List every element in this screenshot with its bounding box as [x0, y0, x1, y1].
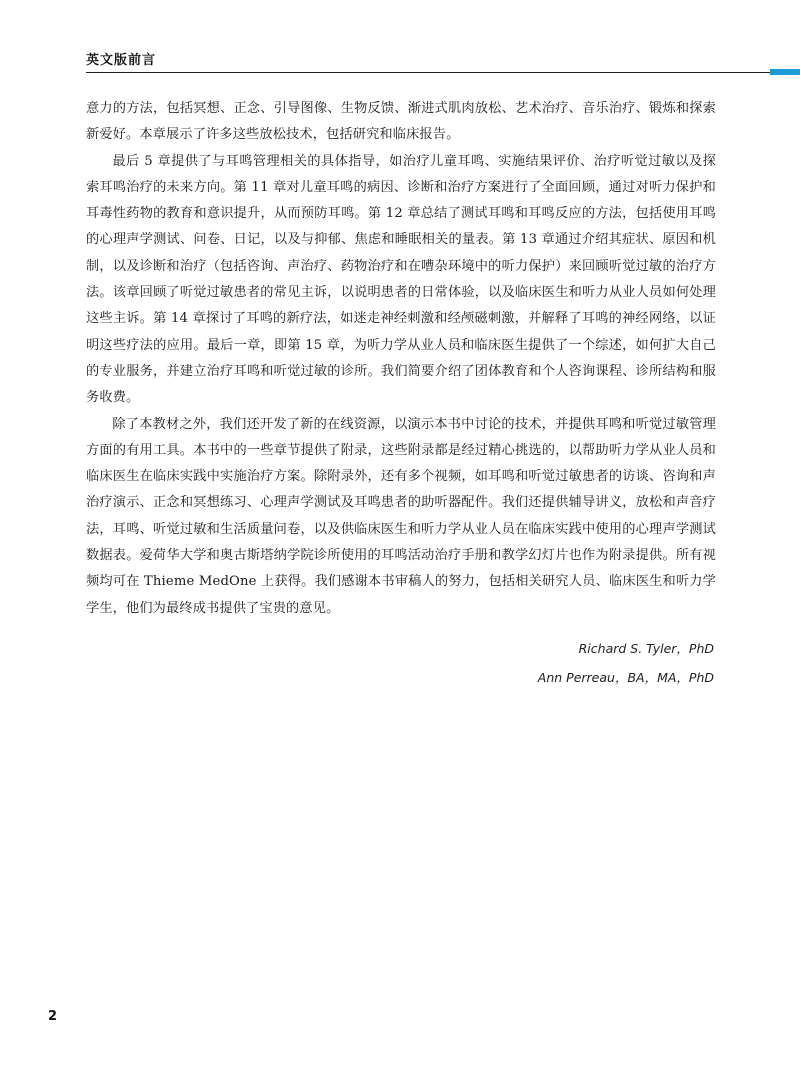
signature-author-1: Richard S. Tyler，PhD — [578, 641, 714, 656]
paragraph-continuation: 意力的方法，包括冥想、正念、引导图像、生物反馈、渐进式肌肉放松、艺术治疗、音乐治疗、锻炼和探索新爱好。本章展示了许多这些放松技术，包括研究和临床报告。 — [86, 101, 716, 143]
body-text — [86, 96, 716, 622]
page-number: 2 — [48, 1009, 58, 1024]
paragraph: 最后 5 章提供了与耳鸣管理相关的具体指导，如治疗儿童耳鸣、实施结果评价、治疗听觉过敏以及探索耳鸣治疗的未来方向。第 11 章对儿童耳鸣的病因、诊断和治疗方案进行了全面回顾，通过对听力保护和耳毒性药物的教育和意识提升，从而预防耳鸣。第 12 章总结了测试耳鸣和耳鸣反应的方法，包括使用耳鸣的心理声学测试、问卷、日记，以及与抑郁、焦虑和睡眠相关的量表。第 13 章通过介绍其症状、原因和机制，以及诊断和治疗（包括咨询、声治疗、药物治疗和在嘈杂环境中的听力保护）来回顾听觉过敏的治疗方法。该章回顾了听觉过敏患者的常见主诉，以说明患者的日常体验，以及临床医生和听力从业人员如何处理这些主诉。第 14 章探讨了耳鸣的新疗法，如迷走神经刺激和经颅磁刺激，并解释了耳鸣的神经网络，以证明这些疗法的应用。最后一章，即第 15 章，为听力学从业人员和临床医生提供了一个综述，如何扩大自己的专业服务，并建立治疗耳鸣和听觉过敏的诊所。我们简要介绍了团体教育和个人咨询课程、诊所结构和服务收费。 — [86, 153, 716, 406]
signature-author-2: Ann Perreau，BA，MA，PhD — [537, 670, 714, 685]
running-header — [0, 52, 800, 74]
header-title: 英文版前言 — [86, 53, 157, 68]
header-rule — [86, 72, 770, 73]
paragraph: 除了本教材之外，我们还开发了新的在线资源，以演示本书中讨论的技术，并提供耳鸣和听觉过敏管理方面的有用工具。本书中的一些章节提供了附录，这些附录都是经过精心挑选的，以帮助听力学从业人员和临床医生在临床实践中实施治疗方案。除附录外，还有多个视频，如耳鸣和听觉过敏患者的访谈、咨询和声治疗演示、正念和冥想练习、心理声学测试及耳鸣患者的助听器配件。我们还提供辅导讲义，放松和声音疗法，耳鸣、听觉过敏和生活质量问卷，以及供临床医生和听力学从业人员在临床实践中使用的心理声学测试数据表。爱荷华大学和奥古斯塔纳学院诊所使用的耳鸣活动治疗手册和教学幻灯片也作为附录提供。所有视频均可在 Thieme MedOne 上获得。我们感谢本书审稿人的努力，包括相关研究人员、临床医生和听力学学生，他们为最终成书提供了宝贵的意见。 — [86, 416, 716, 616]
header-accent-line — [770, 72, 800, 73]
